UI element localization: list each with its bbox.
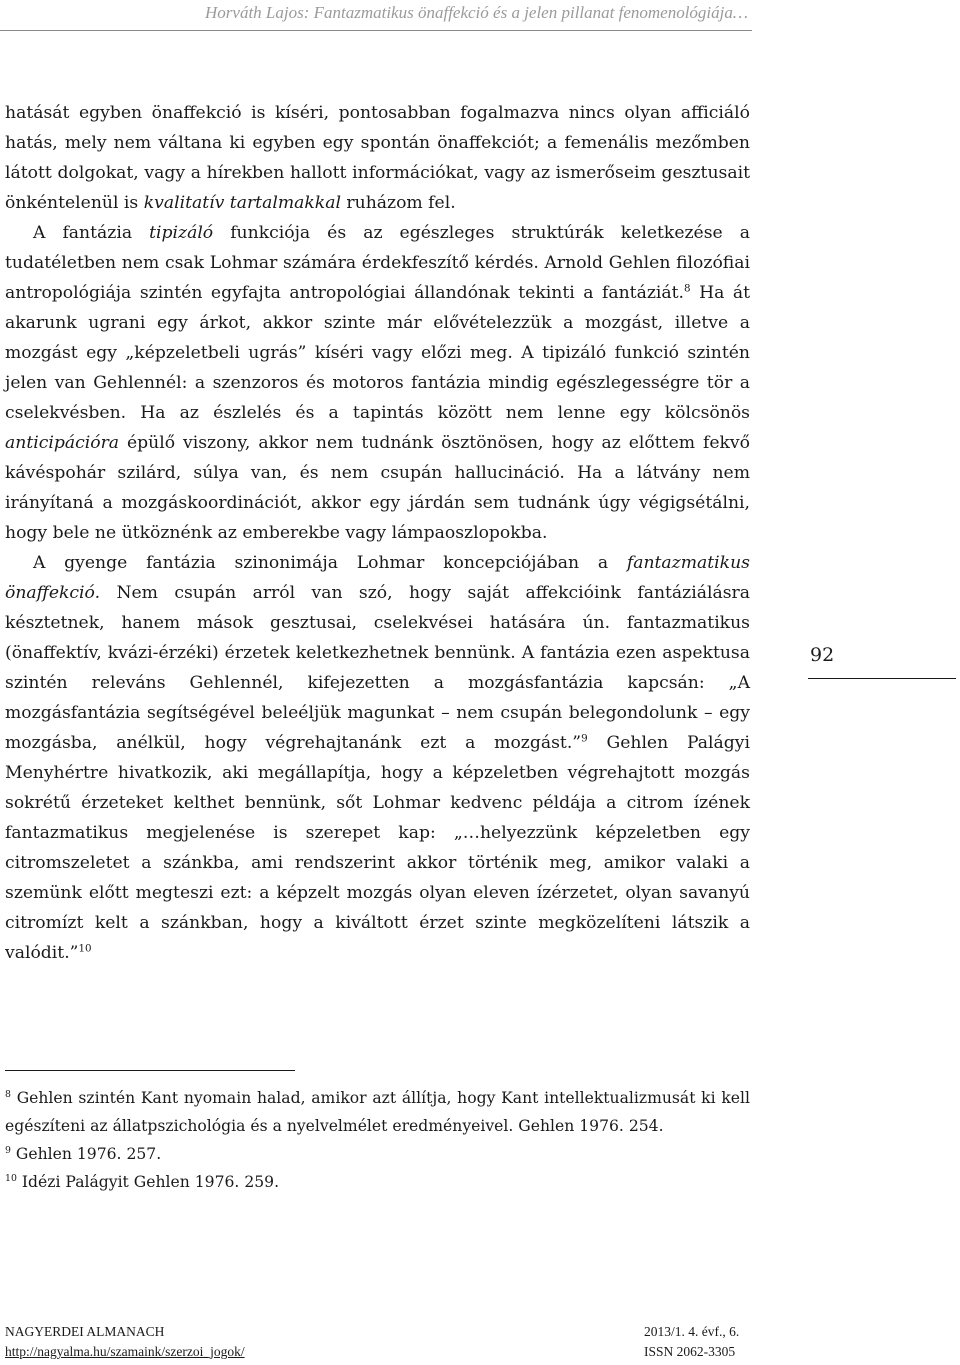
text-run: ruházom fel. [340,193,456,213]
footnote-text: Gehlen 1976. 257. [10,1145,162,1163]
issn: ISSN 2062-3305 [644,1344,736,1359]
footnote [5,1084,750,1140]
footnote-text: Idézi Palágyit Gehlen 1976. 259. [16,1173,280,1191]
header-rule [0,30,752,31]
text-run: A fantázia [33,223,150,243]
footnotes [5,1084,750,1196]
text-run: Ha át akarunk ugrani egy árkot, akkor szinte már elővételezzük a mozgást, illetve a mozgást egy „képzeletbeli ugrás” kíséri vagy előzi meg. A tipizáló funkció szintén jelen van Gehlennél: a szenzoros és motoros fantázia mindig egészlegességre tör a cselekvésben. Ha az észlelés és a tapintás között nem lenne egy kölcsönös [5,283,750,423]
running-head: Horváth Lajos: Fantazmatikus önaffekció és a jelen pillanat fenomenológiája… [205,3,748,22]
page-number [808,644,956,666]
footnote-reference: 9 [581,732,588,745]
text-run: Nem csupán arról van szó, hogy saját affekcióink fantáziálásra késztetnek, hanem mások gesztusai, cselekvései hatására ún. fantazmatikus (önaffektív, kvázi-érzéki) érzetek keletkezhetnek bennünk. A fantázia ezen aspektusa szintén releváns Gehlennél, kifejezetten a mozgásfantázia kapcsán: „A mozgásfantázia segítségével beleéljük magunkat – nem csupán belegondolunk – egy mozgásba, anélkül, hogy végrehajtanánk ezt a mozgást.” [5,583,750,753]
footnote [5,1140,750,1168]
issue-info: 2013/1. 4. évf., 6. [644,1324,740,1339]
footer [5,1322,750,1362]
footnote-number: 10 [5,1172,17,1184]
paragraph [5,98,750,218]
text-run: funkciója és az egészleges struktúrák keletkezése a tudatéletben nem csak Lohmar számára érdekfeszítő kérdés. Arnold Gehlen filozófiai antropológiája szintén egyfajta antropológiai állandónak tekinti a fantáziát. [5,223,750,303]
text-run: A gyenge fantázia szinonimája Lohmar koncepciójában a [33,553,627,573]
italic-term: fantazmatikus önaffekció. [5,553,750,603]
footnote-number: 8 [5,1088,11,1100]
page-number-label: 92 [810,644,835,666]
italic-term: tipizáló [149,223,214,243]
footnote-reference: 8 [684,282,691,295]
italic-term: anticipációra [5,433,120,453]
footnote-rule [5,1070,295,1071]
footnote-text: Gehlen szintén Kant nyomain halad, amikor azt állítja, hogy Kant intellektualizmusát ki kell egészíteni az állatpszichológia és a nyelvelmélet eredményeivel. Gehlen 1976. 254. [5,1089,750,1135]
footnote [5,1168,750,1196]
body-text [5,98,750,968]
paragraph [5,218,750,548]
copyright-link[interactable]: http://nagyalma.hu/szamaink/szerzoi_jogok/ [5,1344,245,1359]
journal-name: NAGYERDEI ALMANACH [5,1324,165,1339]
text-run: épülő viszony, akkor nem tudnánk ösztönösen, hogy az előttem fekvő kávéspohár szilárd, súlya van, és nem csupán hallucináció. Ha a látvány nem irányítaná a mozgáskoordinációt, akkor egy járdán sem tudnánk úgy végigsétálni, hogy bele ne ütköznénk az emberekbe vagy lámpaoszlopokba. [5,433,750,543]
page-number-rule [808,678,956,679]
paragraph [5,548,750,968]
italic-term: kvalitatív tartalmakkal [143,193,341,213]
text-run: Gehlen Palágyi Menyhértre hivatkozik, aki megállapítja, hogy a képzeletben végrehajtott mozgás sokrétű érzeteket kelthet bennünk, sőt Lohmar kedvenc példája a citrom ízének fantazmatikus megjelenése is szerepet kap: „…helyezzünk képzeletben egy citromszeletet a szánkba, ami rendszerint akkor történik meg, amikor valaki a szemünk előtt megteszi ezt: a képzelt mozgás olyan eleven ízérzetet, olyan savanyú citromízt kelt a szánkban, hogy a kiváltott érzet szinte megközelíteni látszik a valódit.” [5,733,750,963]
footnote-number: 9 [5,1144,11,1156]
footnote-reference: 10 [78,942,92,955]
text-run: hatását egyben önaffekció is kíséri, pontosabban fogalmazva nincs olyan afficiáló hatás, mely nem váltana ki egyben egy spontán önaffekciót; a femenális mezőmben látott dolgokat, vagy a hírekben hallott információkat, vagy az ismerőseim gesztusait önkéntelenül is [5,103,750,213]
